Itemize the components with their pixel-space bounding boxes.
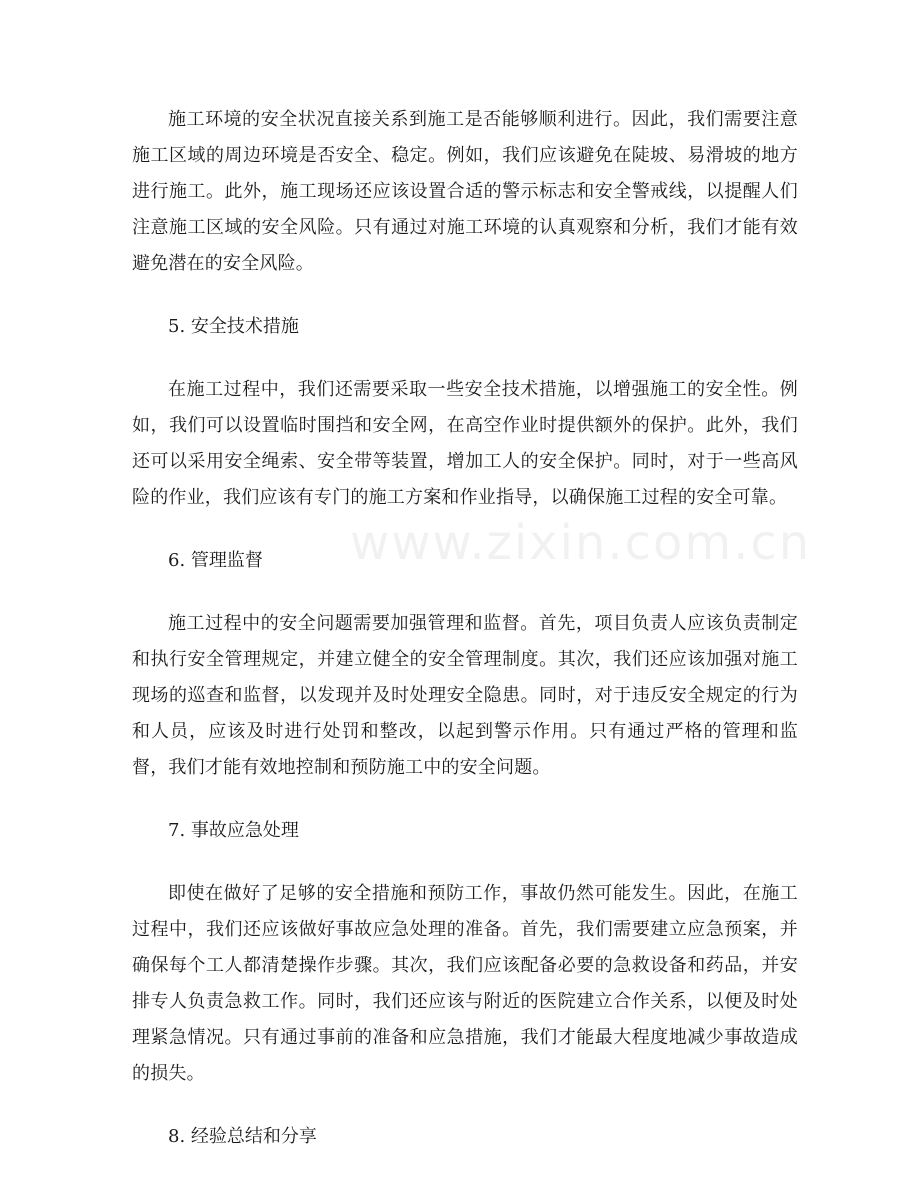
heading-safety-technical-measures: 5. 安全技术措施 xyxy=(168,316,299,337)
document-body xyxy=(132,102,798,1155)
watermark: www.zixin.com.cn xyxy=(350,515,812,571)
heading-management-supervision: 6. 管理监督 xyxy=(168,550,263,571)
paragraph-safety-technical-measures: 在施工过程中，我们还需要采取一些安全技术措施，以增强施工的安全性。例如，我们可以设置临时围挡和安全网，在高空作业时提供额外的保护。此外，我们还可以采用安全绳索、安全带等装置，增加工人的安全保护。同时，对于一些高风险的作业，我们应该有专门的施工方案和作业指导，以确保施工过程的安全可靠。 xyxy=(132,379,798,508)
paragraph-management-supervision: 施工过程中的安全问题需要加强管理和监督。首先，项目负责人应该负责制定和执行安全管理规定，并建立健全的安全管理制度。其次，我们还应该加强对施工现场的巡查和监督，以发现并及时处理安全隐患。同时，对于违反安全规定的行为和人员，应该及时进行处罚和整改，以起到警示作用。只有通过严格的管理和监督，我们才能有效地控制和预防施工中的安全问题。 xyxy=(132,613,798,778)
paragraph-accident-emergency: 即使在做好了足够的安全措施和预防工作，事故仍然可能发生。因此，在施工过程中，我们还应该做好事故应急处理的准备。首先，我们需要建立应急预案，并确保每个工人都清楚操作步骤。其次，我们应该配备必要的急救设备和药品，并安排专人负责急救工作。同时，我们还应该与附近的医院建立合作关系，以便及时处理紧急情况。只有通过事前的准备和应急措施，我们才能最大程度地减少事故造成的损失。 xyxy=(132,883,798,1084)
paragraph-construction-environment: 施工环境的安全状况直接关系到施工是否能够顺利进行。因此，我们需要注意施工区域的周边环境是否安全、稳定。例如，我们应该避免在陡坡、易滑坡的地方进行施工。此外，施工现场还应该设置合适的警示标志和安全警戒线，以提醒人们注意施工区域的安全风险。只有通过对施工环境的认真观察和分析，我们才能有效避免潜在的安全风险。 xyxy=(132,109,798,274)
heading-accident-emergency: 7. 事故应急处理 xyxy=(168,820,299,841)
heading-experience-summary: 8. 经验总结和分享 xyxy=(168,1126,317,1147)
